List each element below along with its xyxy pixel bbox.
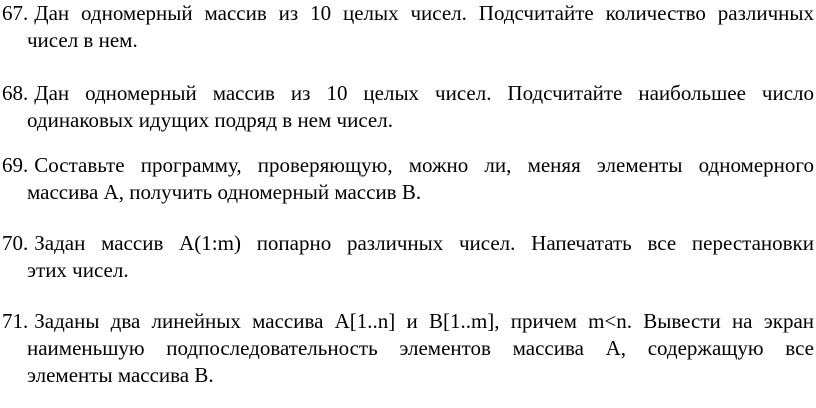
problem-67-line-2: [27, 27, 138, 54]
problem-70-text-2: этих чисел.: [27, 258, 129, 282]
problem-70-text-1: Задан массив A(1:m) попарно различных чисел. Напечатать все перестановки: [34, 231, 814, 255]
problem-71-line-1: [2, 308, 814, 335]
problem-70-line-2: [27, 257, 129, 284]
problem-71-line-2: [27, 335, 814, 362]
problem-71-text-2: наименьшую подпоследовательность элементов массива А, содержащую все: [27, 336, 814, 360]
problem-68-text-2: одинаковых идущих подряд в нем чисел.: [27, 108, 393, 132]
problem-71-line-3: [27, 362, 214, 389]
problem-68-number: 68.: [2, 81, 29, 105]
problem-68-text-1: Дан одномерный массив из 10 целых чисел. Подсчитайте наибольшее число: [34, 81, 814, 105]
problem-71-text-3: элементы массива В.: [27, 363, 214, 387]
problem-67-line-1: [2, 0, 814, 27]
problem-68-line-2: [27, 107, 393, 134]
problem-69-text-1: Составьте программу, проверяющую, можно ли, меняя элементы одномерного: [34, 153, 814, 177]
problem-67-text-2: чисел в нем.: [27, 28, 138, 52]
problem-67-number: 67.: [2, 1, 29, 25]
problem-70-line-1: [2, 230, 814, 257]
problem-67-text-1: Дан одномерный массив из 10 целых чисел. Подсчитайте количество различных: [34, 1, 814, 25]
problem-70-number: 70.: [2, 231, 29, 255]
problem-71-text-1: Заданы два линейных массива A[1..n] и B[1..m], причем m<n. Вывести на экран: [34, 309, 814, 333]
problem-69-number: 69.: [2, 153, 29, 177]
problem-69-text-2: массива А, получить одномерный массив В.: [27, 180, 422, 204]
problem-68-line-1: [2, 80, 814, 107]
problem-69-line-1: [2, 152, 814, 179]
problem-71-number: 71.: [2, 309, 29, 333]
problem-69-line-2: [27, 179, 421, 206]
